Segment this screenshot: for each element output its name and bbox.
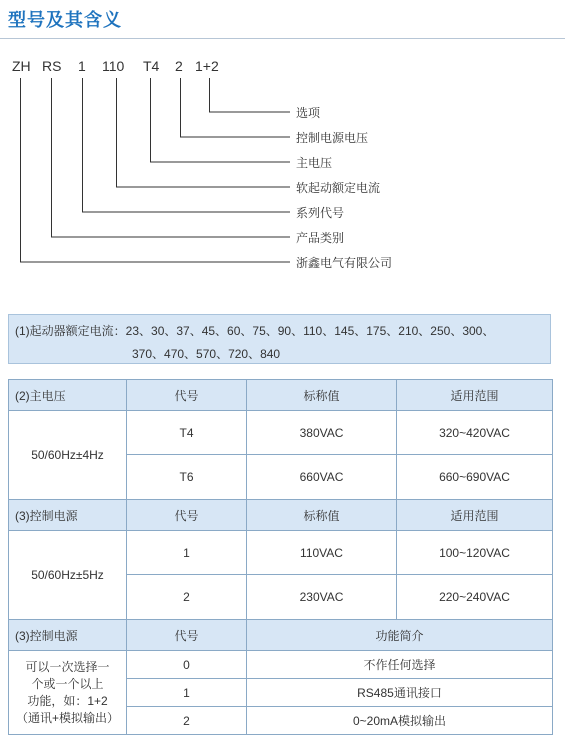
control-power-range-header: 适用范围 xyxy=(397,500,553,531)
options-note-line: 功能，如：1+2 xyxy=(27,693,108,708)
connector-company xyxy=(21,78,291,262)
connector-series xyxy=(83,78,291,212)
code-110: 110 xyxy=(102,58,125,74)
legend-options: 选项 xyxy=(296,106,321,120)
control-power-header xyxy=(9,500,553,531)
table-cell: 660~690VAC xyxy=(397,455,553,500)
rated-current-line2: 370、470、570、720、840 xyxy=(132,347,281,361)
control-power-frequency: 50/60Hz±5Hz xyxy=(9,531,127,620)
table-cell: 2 xyxy=(127,575,247,620)
code-2: 2 xyxy=(175,58,183,74)
spec-table xyxy=(8,379,553,735)
main-voltage-nominal-header: 标称值 xyxy=(247,380,397,411)
options-note-line: 可以一次选择一 xyxy=(25,659,110,674)
table-cell: 0 xyxy=(127,651,247,679)
main-voltage-title: (2)主电压 xyxy=(9,380,127,411)
connector-current xyxy=(117,78,291,187)
main-voltage-code-header: 代号 xyxy=(127,380,247,411)
main-voltage-range-header: 适用范围 xyxy=(397,380,553,411)
table-cell: 1 xyxy=(127,679,247,707)
table-cell: 220~240VAC xyxy=(397,575,553,620)
main-voltage-header xyxy=(9,380,553,411)
code-zh: ZH xyxy=(12,58,31,74)
table-row xyxy=(9,531,553,575)
options-note-line: 个或一个以上 xyxy=(31,676,104,691)
code-rs: RS xyxy=(42,58,62,74)
options-header xyxy=(9,620,553,651)
legend-main-voltage: 主电压 xyxy=(296,156,333,170)
main-voltage-frequency: 50/60Hz±4Hz xyxy=(9,411,127,500)
table-cell: 660VAC xyxy=(247,455,397,500)
rated-current-box xyxy=(8,314,551,364)
connector-control xyxy=(181,78,291,137)
connector-mainv xyxy=(151,78,291,162)
table-cell: 380VAC xyxy=(247,411,397,455)
legend-product-category: 产品类别 xyxy=(296,231,345,245)
legend-company: 浙鑫电气有限公司 xyxy=(296,256,393,270)
options-note xyxy=(9,651,127,735)
legend-control-voltage: 控制电源电压 xyxy=(296,131,369,145)
table-cell: 320~420VAC xyxy=(397,411,553,455)
table-cell: 不作任何选择 xyxy=(247,651,553,679)
control-power-code-header: 代号 xyxy=(127,500,247,531)
table-row xyxy=(9,411,553,455)
options-code-header: 代号 xyxy=(127,620,247,651)
control-power-title: (3)控制电源 xyxy=(9,500,127,531)
connector-lines xyxy=(0,0,565,300)
connector-options xyxy=(210,78,291,112)
table-cell: 100~120VAC xyxy=(397,531,553,575)
options-title: (3)控制电源 xyxy=(9,620,127,651)
options-function-header: 功能简介 xyxy=(247,620,553,651)
table-cell: 0~20mA模拟输出 xyxy=(247,707,553,735)
code-1: 1 xyxy=(78,58,86,74)
page-title: 型号及其含义 xyxy=(8,10,122,30)
code-options: 1+2 xyxy=(195,58,219,74)
legend-series-code: 系列代号 xyxy=(296,206,345,220)
code-t4: T4 xyxy=(143,58,160,74)
legend-rated-current: 软起动额定电流 xyxy=(296,181,381,195)
connector-category xyxy=(52,78,291,237)
table-cell: T6 xyxy=(127,455,247,500)
table-cell: RS485通讯接口 xyxy=(247,679,553,707)
table-cell: 110VAC xyxy=(247,531,397,575)
table-cell: T4 xyxy=(127,411,247,455)
control-power-nominal-header: 标称值 xyxy=(247,500,397,531)
options-note-line: （通讯+模拟输出） xyxy=(15,710,119,725)
table-cell: 2 xyxy=(127,707,247,735)
table-cell: 1 xyxy=(127,531,247,575)
table-row xyxy=(9,651,553,679)
rated-current-line1: (1)起动器额定电流：23、30、37、45、60、75、90、110、145、175、210、250、300、 xyxy=(15,324,495,338)
table-cell: 230VAC xyxy=(247,575,397,620)
